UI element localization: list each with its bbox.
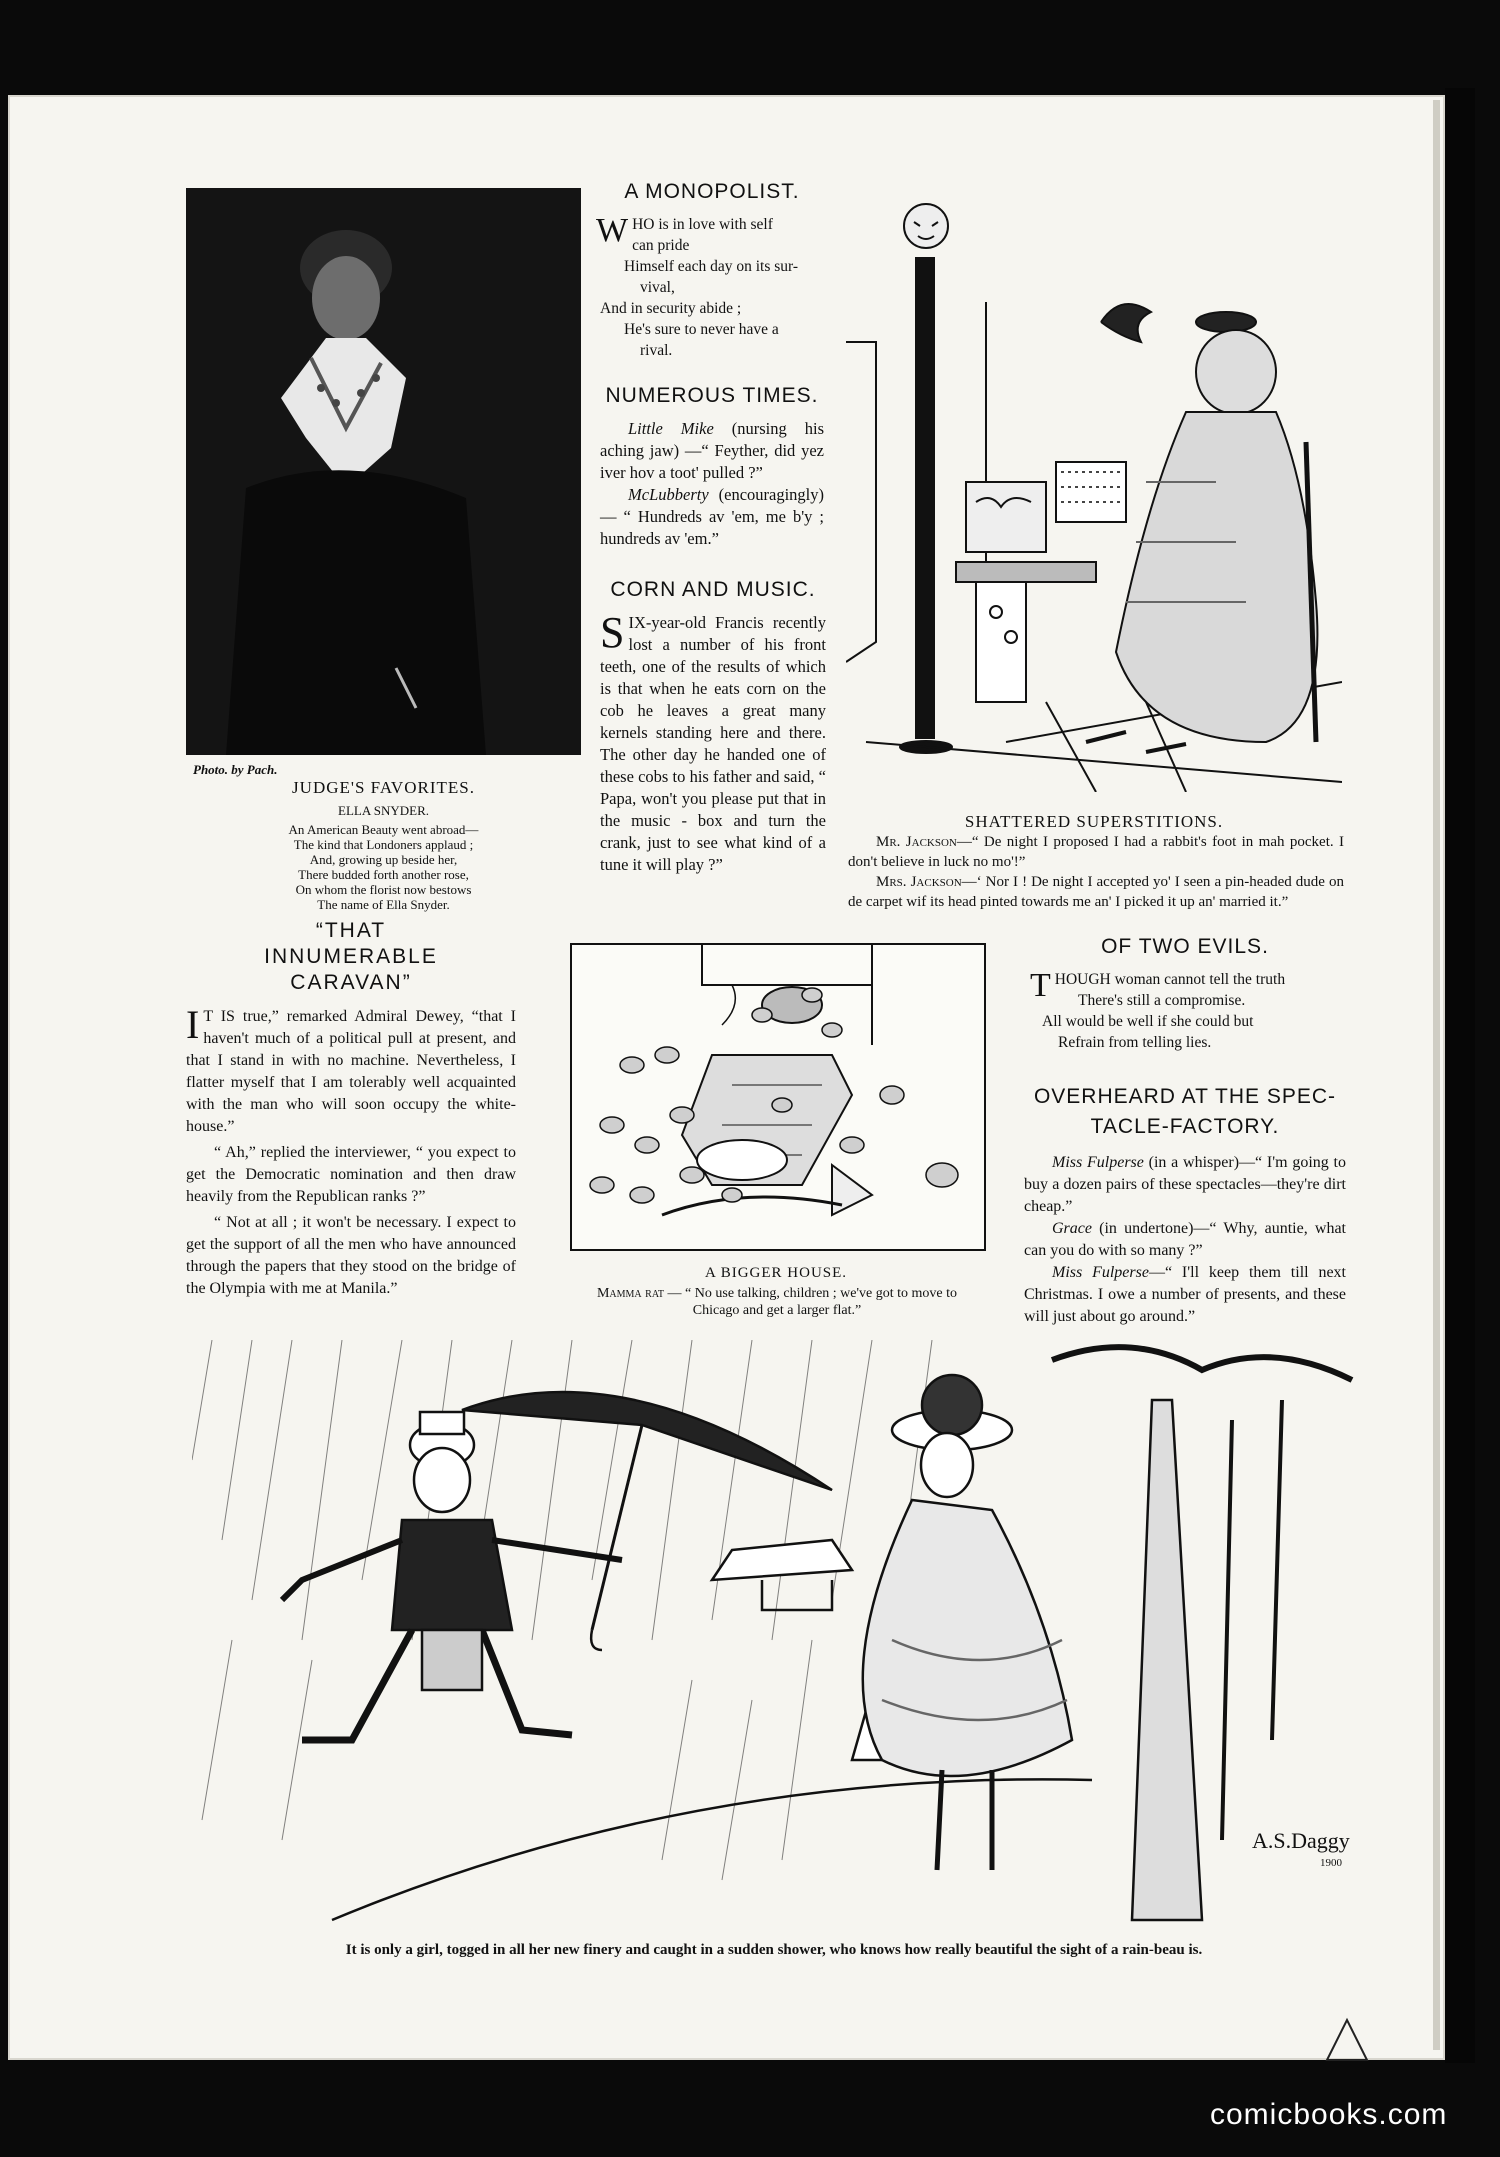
verse-line: And, growing up beside her,: [309, 852, 458, 867]
corn-title: CORN AND MUSIC.: [610, 578, 816, 601]
verse-line: rival.: [640, 342, 673, 359]
bigger-title: A BIGGER HOUSE.: [704, 1265, 848, 1281]
numerous-title: NUMEROUS TIMES.: [605, 384, 819, 407]
spectacle-section: [1024, 1082, 1346, 1328]
evils-verse: [1030, 969, 1340, 1053]
verse-line: There's still a compromise.: [1078, 992, 1246, 1009]
spectacle-text: [1024, 1152, 1346, 1328]
verse-line: He's sure to never have a: [624, 321, 779, 338]
rat-cartoon-panel: [570, 943, 986, 1251]
site-watermark: comicbooks.com: [1210, 2098, 1448, 2131]
rain-scene-illustration: [192, 1340, 1356, 1922]
speaker-name: Grace: [1052, 1220, 1092, 1237]
verse-line: On whom the florist now bestows: [295, 882, 472, 897]
story-paragraph: T IS true,” remarked Admiral Dewey, “that I haven't much of a political pull at present, and that I stand in with no machine. Nevertheless, I flatter myself that I am tolerably well acquainted with the man who will soon occupy the white-house.”: [186, 1008, 516, 1135]
dialogue-line: (in undertone)—“ Why, auntie, what can you do with so many ?”: [1024, 1220, 1346, 1259]
photo-subtitle: ELLA SNYDER.: [338, 803, 429, 818]
monopolist-section: [596, 180, 828, 361]
speaker-name: Mrs. Jackson: [876, 874, 962, 890]
numerous-section: [600, 384, 824, 550]
verse-line: There budded forth another rose,: [298, 867, 469, 882]
verse-line: An American Beauty went abroad—: [288, 822, 479, 837]
verse-line: can pride: [632, 237, 690, 254]
verse-line: Himself each day on its sur-: [624, 258, 799, 275]
photo-verse: [186, 822, 581, 912]
dialogue-line: — “ No use talking, children ; we've got to move to Chicago and get a larger flat.”: [664, 1286, 958, 1318]
story-paragraph: “ Not at all ; it won't be necessary. I expect to get the support of all the men who have announced through the papers that they stood on the bridge of the Olympia with me at Manila.”: [186, 1214, 516, 1297]
title-line: TACLE-FACTORY.: [1090, 1115, 1280, 1138]
speaker-name: McLubberty: [628, 485, 709, 504]
rain-beau-cartoon: [192, 1340, 1356, 1922]
dropcap: S: [600, 608, 625, 657]
dialogue-line: (encouragingly) — “ Hundreds av 'em, me b'y ; hundreds av 'em.”: [600, 485, 824, 548]
evils-title: OF TWO EVILS.: [1101, 935, 1269, 958]
bigger-caption: [572, 1285, 982, 1319]
story-paragraph: “ Ah,” replied the interviewer, “ you expect to get the Democratic nomination and then draw heavily from the Republican ranks ?”: [186, 1144, 516, 1205]
artist-signature: A.S.Daggy: [1252, 1828, 1350, 1853]
numerous-text: [600, 418, 824, 550]
verse-line: The kind that Londoners applaud ;: [293, 837, 474, 852]
bottom-caption: It is only a girl, togged in all her new finery and caught in a sudden shower, who knows how really beautiful the sight of a rain-beau is.: [345, 1942, 1203, 1958]
verse-line: HO is in love with self: [632, 216, 773, 233]
speaker-name: Miss Fulperse: [1052, 1264, 1149, 1281]
page-corner-mark: [1322, 2015, 1372, 2070]
rats-illustration: [572, 945, 984, 1249]
dropcap: I: [186, 1002, 200, 1047]
shattered-title: SHATTERED SUPERSTITIONS.: [964, 812, 1224, 831]
speaker-name: Miss Fulperse: [1052, 1154, 1144, 1171]
dialogue-line: (in a whisper)—“ I'm going to buy a dozen pairs of these spectacles—they're dirt cheap.”: [1024, 1154, 1346, 1215]
book-spine: [1445, 88, 1475, 2063]
caravan-text: [186, 1002, 516, 1300]
speaker-name: Mr. Jackson: [876, 834, 957, 850]
caravan-section: [186, 918, 516, 1300]
spectacle-title: [1024, 1082, 1346, 1142]
speaker-name: Mamma rat: [596, 1286, 665, 1301]
dialogue-line: —“ De night I proposed I had a rabbit's foot in mah pocket. I don't believe in luck no mo'!”: [848, 834, 1344, 870]
dropcap: W: [596, 212, 629, 249]
verse-line: The name of Ella Snyder.: [317, 897, 450, 912]
verse-line: vival,: [640, 279, 675, 296]
story-text: IX-year-old Francis recently lost a number of his front teeth, one of the results of which is that when he eats corn on the cob he leaves a great many kernels standing here and there. The other day he handed one of these cobs to his father and said, “ Papa, won't you please put that in the music - box and turn the crank, just to see what kind of a tune it will play ?”: [600, 613, 826, 874]
signature-year: 1900: [1320, 1857, 1342, 1869]
monopolist-title: A MONOPOLIST.: [624, 180, 800, 203]
photo-title: JUDGE'S FAVORITES.: [292, 778, 475, 797]
portrait-photo: [186, 188, 581, 755]
corn-section: [600, 578, 826, 876]
shattered-cartoon: [846, 182, 1342, 792]
verse-line: Refrain from telling lies.: [1058, 1034, 1212, 1051]
corner-triangle-icon: [1322, 2015, 1372, 2065]
verse-line: All would be well if she could but: [1042, 1013, 1254, 1030]
photo-credit: Photo. by Pach.: [193, 762, 278, 777]
verse-line: HOUGH woman cannot tell the truth: [1054, 971, 1286, 988]
title-line: OVERHEARD AT THE SPEC-: [1033, 1085, 1337, 1108]
dropcap: T: [1030, 967, 1051, 1004]
old-woman-illustration: [846, 182, 1342, 792]
shattered-dialogue: [848, 832, 1344, 912]
dialogue-line: —“ I'll keep them till next Christmas. I owe a number of presents, and these will just about go around.”: [1024, 1264, 1346, 1325]
verse-line: And in security abide ;: [600, 300, 742, 317]
dialogue-line: —‘ Nor I ! De night I accepted yo' I seen a pin-headed dude on de carpet wif its head pinted towards me an' I picked it up an' married it.”: [848, 874, 1344, 910]
caravan-title: “THAT INNUMERABLE CARAVAN”: [264, 919, 438, 994]
page-edge: [1433, 100, 1440, 2050]
evils-section: [1030, 935, 1340, 1053]
corn-text: [600, 608, 826, 876]
monopolist-verse: [596, 214, 828, 361]
portrait-illustration: [186, 188, 581, 755]
dialogue-line: (nursing his aching jaw) —“ Feyther, did yez iver hov a toot' pulled ?”: [600, 419, 824, 482]
speaker-name: Little Mike: [628, 419, 714, 438]
